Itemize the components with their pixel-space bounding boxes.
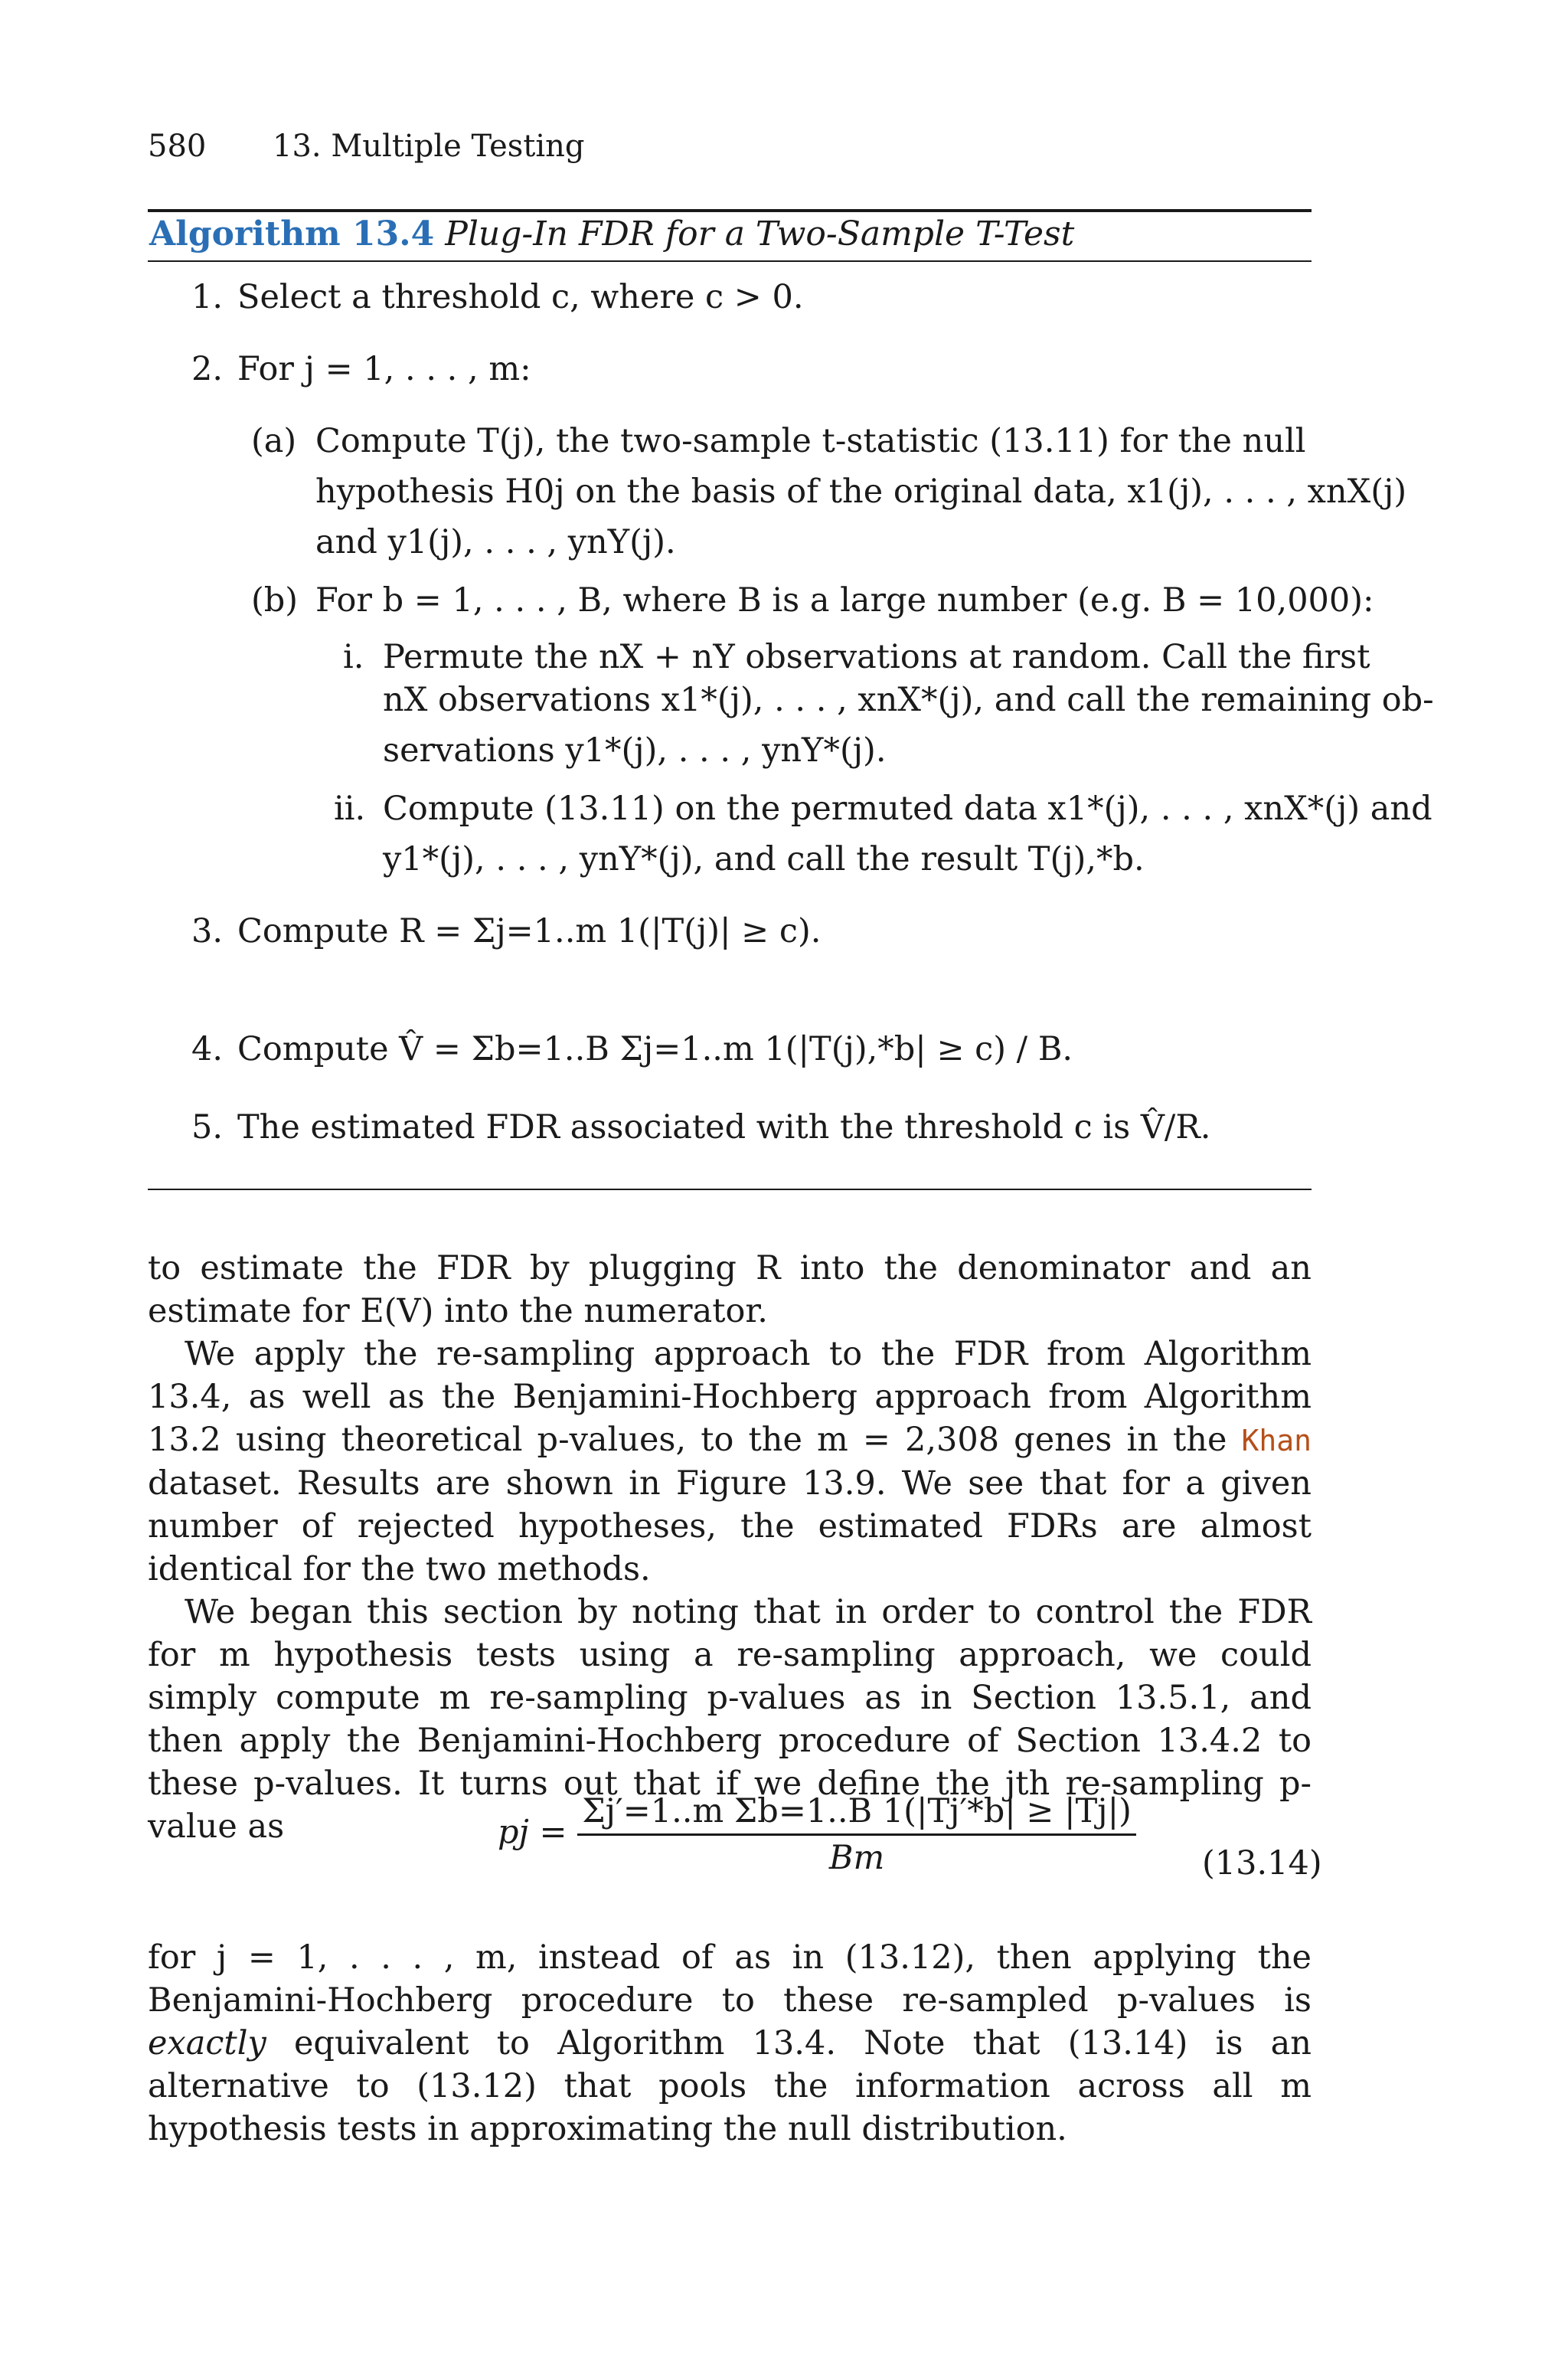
- algorithm-title: Plug-In FDR for a Two-Sample T-Test: [445, 214, 1075, 254]
- step-2b-text: For b = 1, . . . , B, where B is a large number (e.g. B = 10,000):: [315, 581, 1374, 620]
- step-2-number: 2.: [191, 350, 224, 388]
- step-5-number: 5.: [191, 1108, 224, 1146]
- step-3-number: 3.: [191, 912, 224, 950]
- step-2a-line-3: and y1(j), . . . , ynY(j).: [315, 523, 676, 561]
- step-2a-line-1: Compute T(j), the two-sample t-statistic (13.11) for the null: [315, 422, 1306, 460]
- equation-13-14: [498, 1792, 1136, 1877]
- step-3-text: Compute R = Σj=1..m 1(|T(j)| ≥ c).: [237, 912, 822, 950]
- algorithm-heading: [149, 214, 1074, 254]
- page-number: 580: [148, 129, 207, 164]
- body-text-continued: [148, 1936, 1312, 2151]
- paragraph-4: [148, 1936, 1312, 2151]
- algorithm-bottom-rule: [148, 1189, 1312, 1190]
- algorithm-label: Algorithm 13.4: [149, 214, 435, 254]
- step-2a-number: (a): [251, 422, 297, 460]
- paragraph-1: to estimate the FDR by plugging R into the denominator and an estimate for E(V) into the numerator.: [148, 1249, 1312, 1330]
- equation-lhs: pj =: [498, 1813, 567, 1852]
- equation-number: (13.14): [1202, 1844, 1322, 1882]
- paragraph-2: [148, 1333, 1312, 1591]
- step-2-text: For j = 1, . . . , m:: [237, 350, 531, 388]
- step-2b-i-line-3: servations y1*(j), . . . , ynY*(j).: [383, 731, 887, 770]
- step-1-text: Select a threshold c, where c > 0.: [237, 278, 804, 316]
- step-2b-i-line-1: Permute the nX + nY observations at random. Call the first: [383, 638, 1370, 676]
- paragraph-3: We began this section by noting that in order to control the FDR for m hypothesis tests using a re-sampling approach, we could simply compute m re-sampling p-values as in Section 13.5.1, and then apply the Benjamini-Hochberg procedure of Section 13.4.2 to these p-values. It turns out that if we define the jth re-sampling p-value as: [148, 1593, 1312, 1846]
- step-2a-line-2: hypothesis H0j on the basis of the original data, x1(j), . . . , xnX(j): [315, 473, 1407, 511]
- equation-numerator: Σj′=1..m Σb=1..B 1(|Tj′*b| ≥ |Tj|): [577, 1792, 1136, 1836]
- equation-denominator: Bm: [828, 1839, 885, 1877]
- paragraph-4-text-b: equivalent to Algorithm 13.4. Note that (13.14) is an alternative to (13.12) that pools the information across all m hypothesis tests in approximating the null distribution.: [148, 2024, 1312, 2148]
- dataset-name-code: Khan: [1241, 1424, 1312, 1457]
- chapter-title: 13. Multiple Testing: [273, 129, 585, 164]
- paragraph-2-text-b: dataset. Results are shown in Figure 13.9. We see that for a given number of rejected hypotheses, the estimated FDRs are almost identical for the two methods.: [148, 1464, 1312, 1588]
- algorithm-title-rule: [148, 260, 1312, 262]
- step-2b-i-line-2: nX observations x1*(j), . . . , xnX*(j), and call the remaining ob-: [383, 681, 1434, 719]
- step-2b-number: (b): [251, 581, 299, 620]
- body-text: [148, 1247, 1312, 1848]
- paragraph-4-text-a: for j = 1, . . . , m, instead of as in (13.12), then applying the Benjamini-Hochberg procedure to these re-sampled p-values is: [148, 1938, 1312, 2020]
- step-1-number: 1.: [191, 278, 224, 316]
- step-4-number: 4.: [191, 1030, 224, 1068]
- step-2b-ii-number: ii.: [334, 790, 366, 828]
- step-2b-ii-line-2: y1*(j), . . . , ynY*(j), and call the result T(j),*b.: [383, 840, 1145, 878]
- step-2b-i-number: i.: [343, 638, 364, 676]
- paragraph-2-text-a: We apply the re-sampling approach to the FDR from Algorithm 13.4, as well as the Benjamini-Hochberg approach from Algorithm 13.2 using theoretical p-values, to the m = 2,308 genes in the: [148, 1335, 1312, 1459]
- algorithm-top-rule: [148, 209, 1312, 212]
- step-5-text: The estimated FDR associated with the threshold c is V̂/R.: [237, 1108, 1211, 1146]
- equation-fraction: [577, 1792, 1136, 1877]
- step-2b-ii-line-1: Compute (13.11) on the permuted data x1*(j), . . . , xnX*(j) and: [383, 790, 1432, 828]
- paragraph-4-emphasis: exactly: [148, 2024, 266, 2062]
- step-4-text: Compute V̂ = Σb=1..B Σj=1..m 1(|T(j),*b| ≥ c) / B.: [237, 1030, 1073, 1068]
